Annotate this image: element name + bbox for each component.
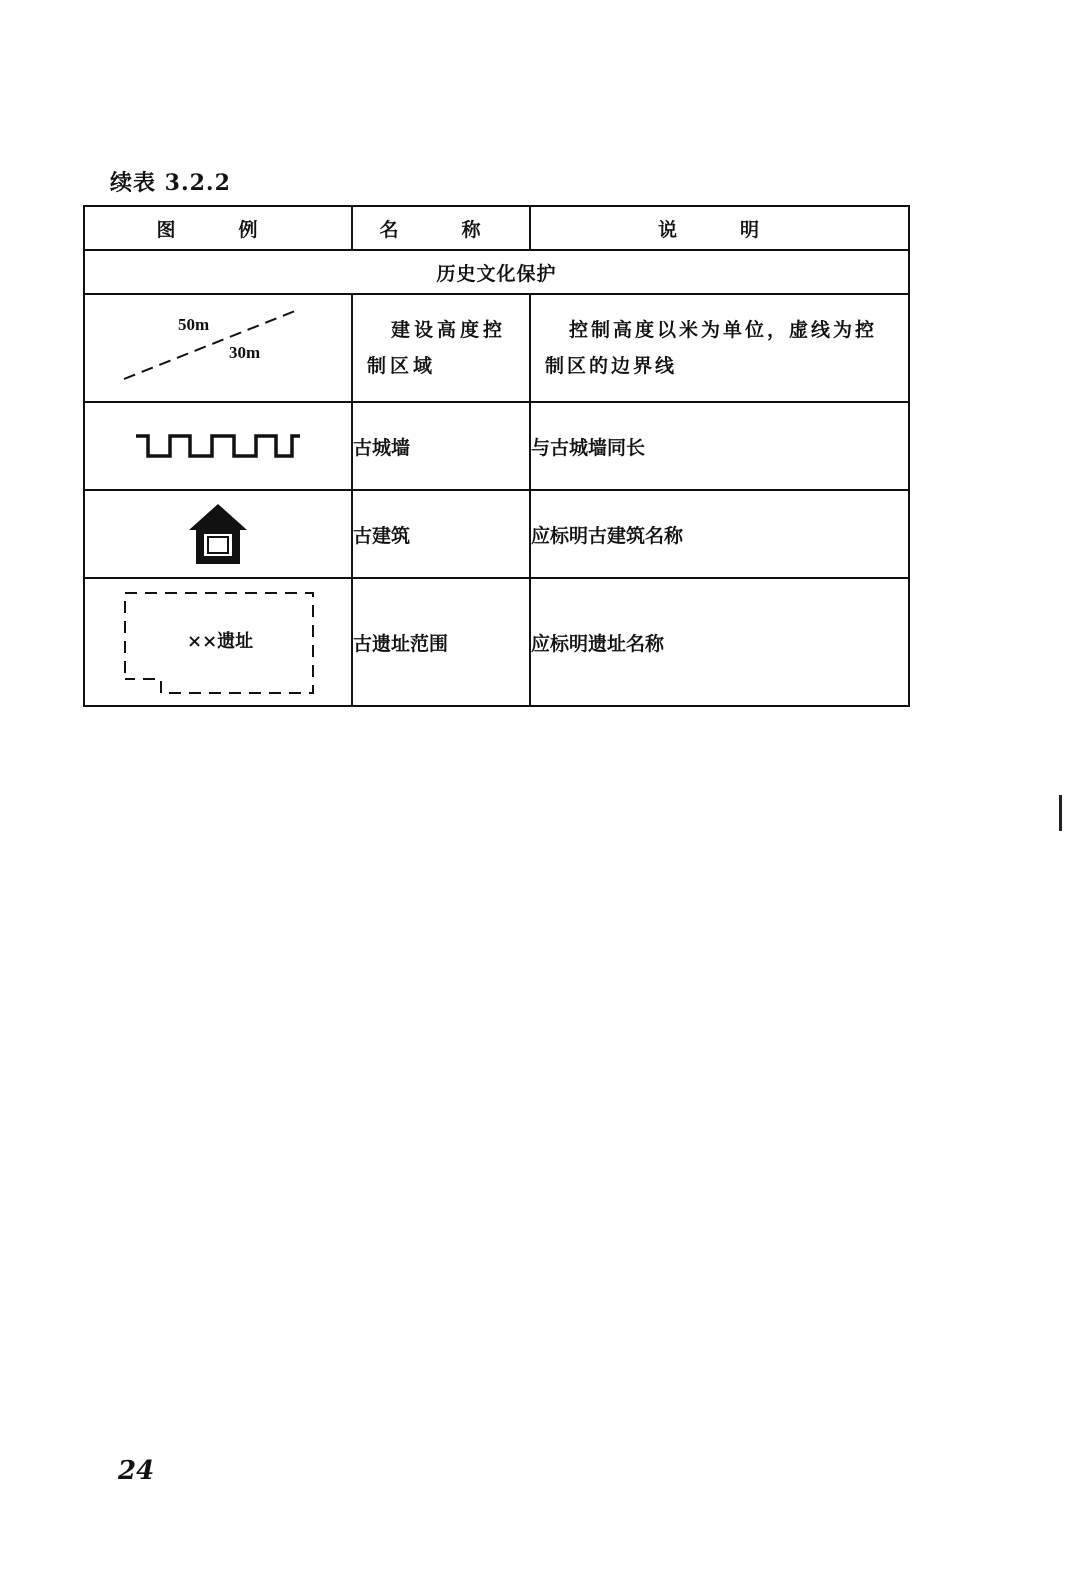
height-control-symbol-icon <box>118 303 318 393</box>
description-cell: 应标明古建筑名称 <box>530 490 909 578</box>
table-caption: 续表 3.2.2 <box>110 170 231 196</box>
description-cell: 应标明遗址名称 <box>530 578 909 706</box>
wall-crenellation-line <box>136 436 300 456</box>
city-wall-icon <box>128 426 308 466</box>
header-description: 说 明 <box>530 206 909 250</box>
section-title: 历史文化保护 <box>84 250 909 294</box>
name-cell: 古城墙 <box>352 402 530 490</box>
symbol-cell <box>84 578 352 706</box>
legend-table <box>83 205 910 707</box>
header-legend: 图 例 <box>84 206 352 250</box>
section-row <box>84 250 909 294</box>
scan-edge-mark <box>1059 795 1062 831</box>
table-row <box>84 578 909 706</box>
symbol-cell <box>84 294 352 402</box>
table-row <box>84 402 909 490</box>
page-number: 24 <box>118 1456 155 1486</box>
table-header-row <box>84 206 909 250</box>
table-row <box>84 294 909 402</box>
name-cell: 建设高度控制区域 <box>352 294 530 402</box>
symbol-cell <box>84 402 352 490</box>
name-cell: 古建筑 <box>352 490 530 578</box>
site-boundary-icon <box>113 587 323 697</box>
height-label-low: 30m <box>229 343 261 362</box>
description-cell: 控制高度以米为单位，虚线为控制区的边界线 <box>530 294 909 402</box>
name-cell: 古遗址范围 <box>352 578 530 706</box>
dashed-boundary-line <box>124 309 300 379</box>
table-row <box>84 490 909 578</box>
ancient-building-icon <box>183 500 253 568</box>
site-label: ××遗址 <box>187 631 254 652</box>
description-cell: 与古城墙同长 <box>530 402 909 490</box>
header-name: 名 称 <box>352 206 530 250</box>
symbol-cell <box>84 490 352 578</box>
height-label-high: 50m <box>178 315 210 334</box>
